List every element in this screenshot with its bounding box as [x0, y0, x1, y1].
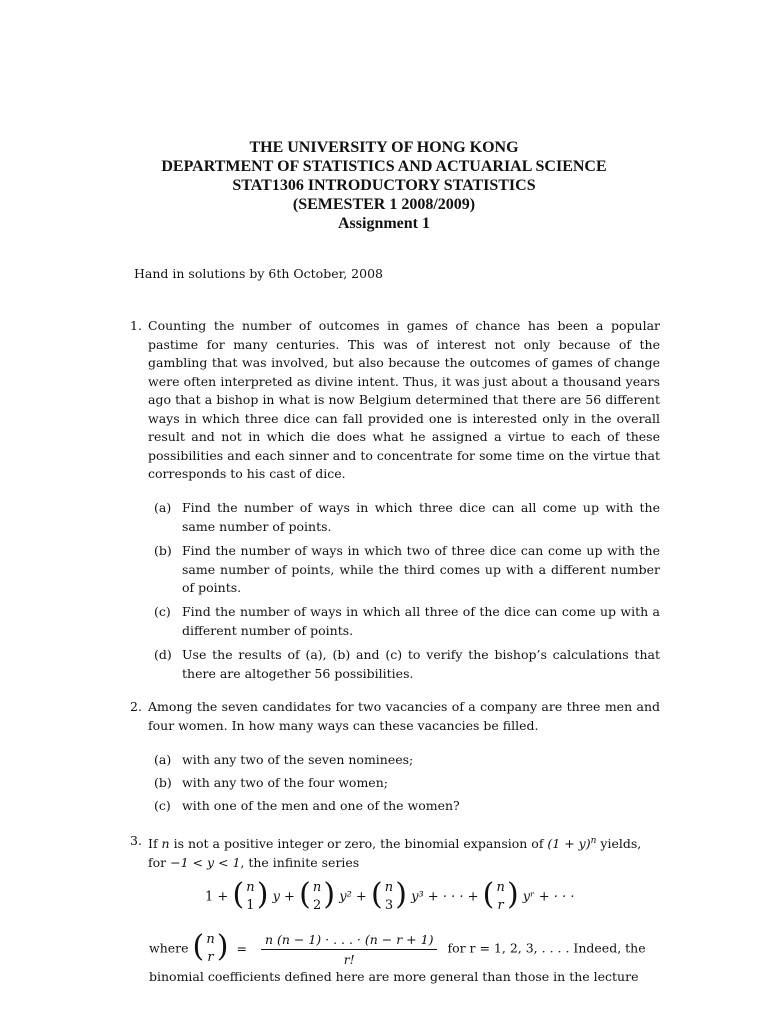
part-text: with one of the men and one of the women?: [182, 798, 460, 813]
math-n: n: [161, 836, 170, 852]
question-1-part-a: [154, 499, 660, 536]
fraction-denominator: r!: [343, 951, 355, 967]
text-fragment: If: [148, 836, 162, 852]
binomial-series: [0, 878, 768, 918]
series-term: y² +: [339, 889, 367, 905]
part-text: Find the number of ways in which all three of the dice can come up with a different number of points.: [182, 604, 660, 638]
handin-deadline: Hand in solutions by 6th October, 2008: [134, 266, 383, 281]
question-2-part-b: [154, 774, 660, 793]
coefficient-fraction: [261, 932, 437, 967]
part-label: (d): [154, 647, 172, 662]
question-number: 1.: [130, 318, 142, 333]
binomial-definition: [149, 930, 661, 968]
semester: (SEMESTER 1 2008/2009): [292, 196, 476, 213]
question-2-part-c: [154, 797, 660, 816]
question-3: [130, 832, 660, 872]
question-text: Counting the number of outcomes in games of chance has been a popular pastime for many centuries. This was of interest not only because of the gambling that was involved, but also because the outcomes of games of change were often interpreted as divine intent. Thus, it was just about a thousand years ago that a bishop in what is now Belgium determined that there are 56 different ways in which three dice can fall provided one is interested only in the overall result and not in which die does what he assigned a virtue to each of these possibilities and each sinner and to concentrate for some time on the virtue that corresponds to his cast of dice.: [148, 318, 660, 481]
text-fragment: yields,: [596, 836, 642, 852]
question-2-part-a: [154, 751, 660, 770]
part-text: Use the results of (a), (b) and (c) to verify the bishop’s calculations that there are altogether 56 possibilities.: [182, 647, 660, 681]
part-text: Find the number of ways in which three dice can all come up with the same number of points.: [182, 500, 660, 534]
text-fragment: for r = 1, 2, 3, . . . . Indeed, the: [447, 940, 646, 956]
text-fragment: is not a positive integer or zero, the binomial expansion of: [169, 836, 548, 852]
series-term: y³ + · · · +: [411, 889, 479, 905]
binomial-coefficient: ( n r ): [482, 877, 519, 913]
department-name: DEPARTMENT OF STATISTICS AND ACTUARIAL SCIENCE: [161, 158, 607, 175]
course-title: STAT1306 INTRODUCTORY STATISTICS: [232, 177, 536, 194]
part-label: (a): [154, 500, 172, 515]
question-number: 3.: [130, 833, 142, 848]
university-name: THE UNIVERSITY OF HONG KONG: [249, 139, 519, 156]
part-label: (b): [154, 543, 172, 558]
series-term: yʳ + · · ·: [522, 889, 575, 905]
question-2: [130, 698, 660, 735]
text-fragment: for: [148, 854, 171, 870]
assignment-title: Assignment 1: [337, 215, 430, 232]
binomial-coefficient: ( n 2 ): [299, 877, 336, 913]
equals-sign: =: [236, 940, 247, 956]
question-3-continuation: binomial coefficients defined here are more general than those in the lecture: [149, 969, 639, 984]
binomial-coefficient: ( n 3 ): [370, 877, 407, 913]
question-number: 2.: [130, 699, 142, 714]
question-text: Among the seven candidates for two vacancies of a company are three men and four women. In how many ways can these vacancies be filled.: [148, 699, 660, 733]
math-exponent: n: [590, 836, 597, 846]
where-label: where: [149, 940, 189, 956]
question-1-part-d: [154, 646, 660, 683]
series-one: 1 +: [205, 889, 229, 905]
part-label: (b): [154, 775, 172, 790]
question-1-part-c: [154, 603, 660, 640]
text-fragment: , the infinite series: [240, 854, 360, 870]
part-text: with any two of the seven nominees;: [182, 752, 414, 767]
question-1: [130, 317, 660, 484]
part-label: (c): [154, 798, 171, 813]
document-header: [0, 138, 768, 233]
series-term: y +: [272, 889, 295, 905]
math-range: −1 < y < 1: [170, 854, 241, 870]
fraction-numerator: n (n − 1) · . . . · (n − r + 1): [261, 932, 437, 950]
binomial-coefficient: ( n r ): [192, 929, 229, 965]
part-text: with any two of the four women;: [182, 775, 388, 790]
binomial-coefficient: ( n 1 ): [232, 877, 269, 913]
part-text: Find the number of ways in which two of three dice can come up with the same number of points, while the third comes up with a different number of points.: [182, 543, 660, 595]
part-label: (a): [154, 752, 172, 767]
question-1-part-b: [154, 542, 660, 598]
math-expansion: (1 + y): [547, 836, 591, 852]
question-text: [148, 832, 660, 872]
part-label: (c): [154, 604, 171, 619]
